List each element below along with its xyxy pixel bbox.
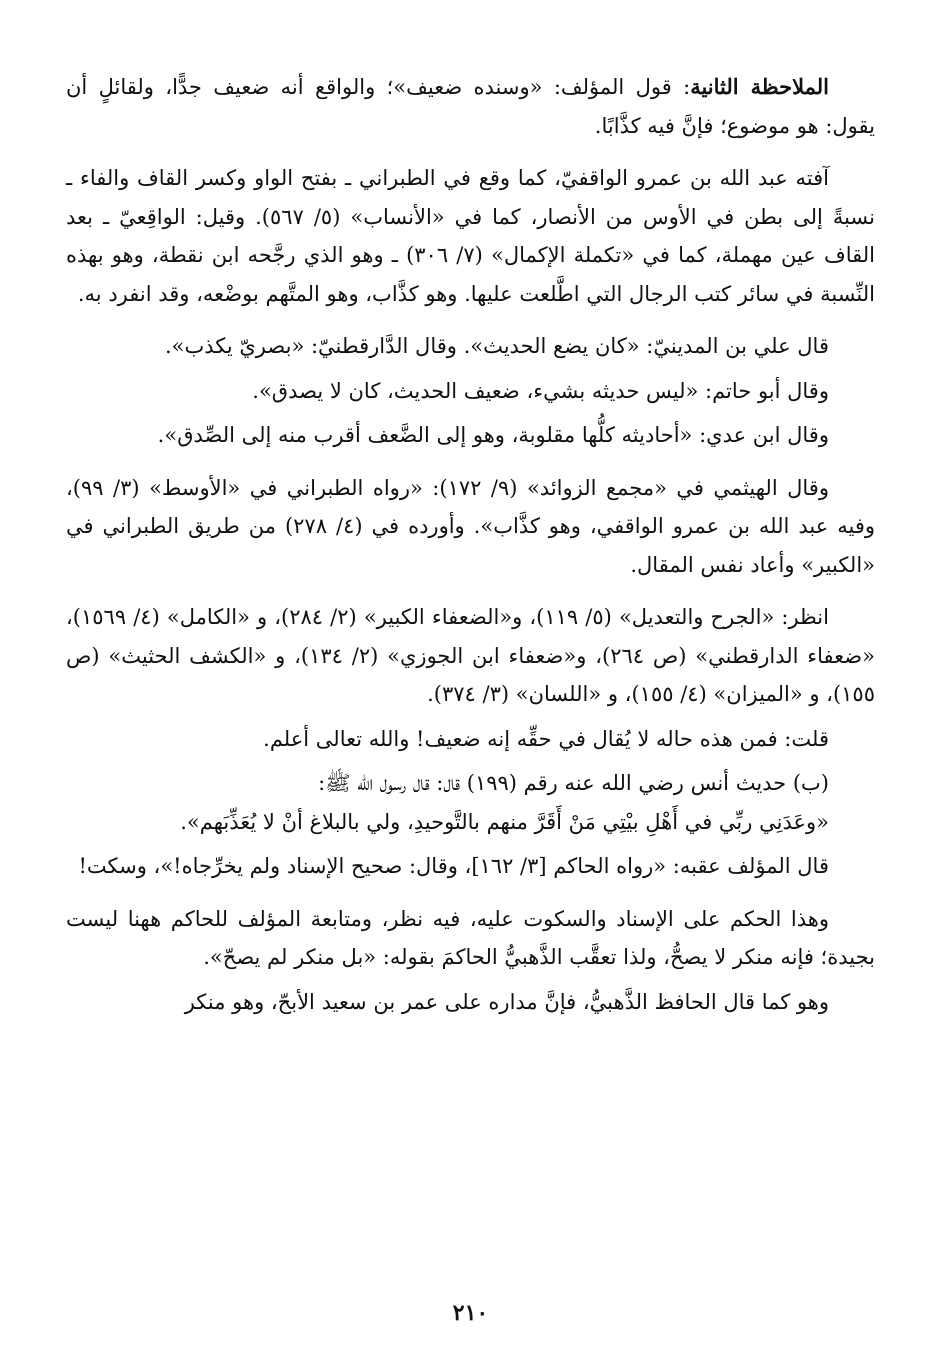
paragraph-ibn-adi: وقال ابن عدي: «أحاديثه كلُّها مقلوبة، وهو إلى الضَّعف أقرب منه إلى الصِّدق». xyxy=(157,423,829,447)
remark-label: الملاحظة الثانية xyxy=(690,74,829,99)
page-body xyxy=(66,68,875,1021)
paragraph-dhahabi: وهو كما قال الحافظ الذَّهبيُّ، فإنَّ مداره على عمر بن سعيد الأبحّ، وهو منكر xyxy=(184,989,829,1014)
paragraph-conclusion: قلت: فمن هذه حاله لا يُقال في حقِّه إنه ضعيف! والله تعالى أعلم. xyxy=(263,726,829,751)
page-number: ٢١٠ xyxy=(452,1300,489,1326)
paragraph-ibn-madini: قال علي بن المدينيّ: «كان يضع الحديث». وقال الدَّارقطنيّ: «بصريّ يكذب». xyxy=(164,334,829,358)
paragraph-ruling-critique: وهذا الحكم على الإسناد والسكوت عليه، فيه نظر، ومتابعة المؤلف للحاكم ههنا ليست بجيدة؛ فإنه منكر لا يصحُّ، ولذا تعقَّب الذَّهبيُّ الحاكمَ بقوله: «بل منكر لم يصحّ». xyxy=(66,906,875,969)
paragraph-second-remark: الملاحظة الثانية: قول المؤلف: «وسنده ضعيف»؛ والواقع أنه ضعيف جدًّا، ولقائلٍ أن يقول: هو موضوع؛ فإنَّ فيه كذَّابًا. xyxy=(66,74,875,138)
paragraph-references: انظر: «الجرح والتعديل» (٥/ ١١٩)، و«الضعفاء الكبير» (٢/ ٢٨٤)، و «الكامل» (٤/ ١٥٦٩)، «ضعفاء الدارقطني» (ص ٢٦٤)، و«ضعفاء ابن الجوزي» (٢/ ١٣٤)، و «الكشف الحثيث» (ص ١٥٥)، و «الميزان» (٤/ ١٥٥)، و «اللسان» (٣/ ٣٧٤). xyxy=(66,605,875,706)
paragraph-author-comment: قال المؤلف عقبه: «رواه الحاكم [٣/ ١٦٢]، وقال: صحيح الإسناد ولم يخرِّجاه!»، وسكت! xyxy=(78,854,829,878)
remark-text: قول المؤلف: «وسنده ضعيف»؛ والواقع أنه ضعيف جدًّا، ولقائلٍ أن يقول: هو موضوع؛ فإنَّ فيه كذَّابًا. xyxy=(66,75,875,138)
paragraph-hadith-anas: (ب) حديث أنس رضي الله عنه رقم (١٩٩) قال: قال رسول الله ﷺ: xyxy=(318,771,829,795)
paragraph-hadith-text: «وعَدَنِي ربِّي في أَهْلِ بيْتِي مَنْ أَقَرَّ منهم بالتَّوحيدِ، ولي بالبلاغ أنْ لا يُعَذِّبَهم». xyxy=(180,809,829,834)
paragraph-narrator-defect: آفته عبد الله بن عمرو الواقفيّ، كما وقع في الطبراني ـ بفتح الواو وكسر القاف والفاء ـ نسبةً إلى بطن في الأوس من الأنصار، كما في «الأنساب» (٥/ ٥٦٧). وقيل: الواقِعيّ ـ بعد القاف عين مهملة، كما في «تكملة الإكمال» (٧/ ٣٠٦) ـ وهو الذي رجَّحه ابن نقطة، وهو بهذه النِّسبة في سائر كتب الرجال التي اطَّلعت عليها. وهو كذَّاب، وهو المتَّهم بوضْعه، وقد انفرد به. xyxy=(66,166,875,306)
paragraph-haythami: وقال الهيثمي في «مجمع الزوائد» (٩/ ١٧٢): «رواه الطبراني في «الأوسط» (٣/ ٩٩)، وفيه عبد الله بن عمرو الواقفي، وهو كذَّاب». وأورده في (٤/ ٢٧٨) من طريق الطبراني في «الكبير» وأعاد نفس المقال. xyxy=(66,475,875,577)
paragraph-abu-hatim: وقال أبو حاتم: «ليس حديثه بشيء، ضعيف الحديث، كان لا يصدق». xyxy=(252,378,829,403)
